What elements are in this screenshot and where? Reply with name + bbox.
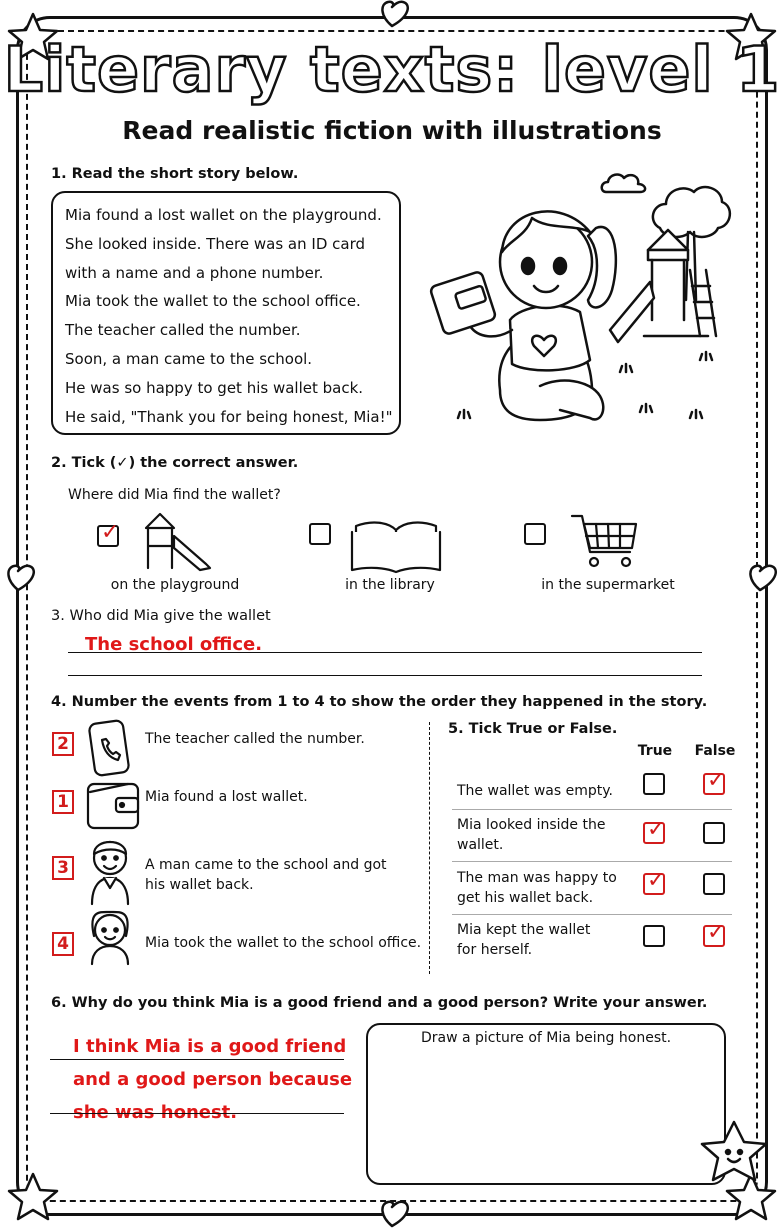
story-line: He was so happy to get his wallet back. <box>65 378 364 397</box>
event-text: his wallet back. <box>145 877 254 893</box>
event-number-box[interactable]: 1 <box>52 790 74 814</box>
false-checkbox[interactable]: ✓ <box>703 925 725 947</box>
q2-prompt: 2. Tick (✓) the correct answer. <box>51 455 299 471</box>
true-column-header: True <box>637 743 673 759</box>
true-checkbox[interactable]: ✓ <box>643 873 665 895</box>
story-line: with a name and a phone number. <box>65 263 324 282</box>
tf-statement: Mia kept the wallet <box>457 922 591 938</box>
tf-statement: The wallet was empty. <box>457 783 613 799</box>
false-checkbox[interactable]: ✓ <box>703 773 725 795</box>
story-line: The teacher called the number. <box>65 321 301 340</box>
tf-statement: The man was happy to <box>457 870 617 886</box>
tf-statement: wallet. <box>457 837 504 853</box>
story-line: Mia found a lost wallet on the playground. <box>65 206 382 224</box>
story-line: Soon, a man came to the school. <box>65 349 313 368</box>
q4-prompt: 4. Number the events from 1 to 4 to show the order they happened in the story. <box>51 694 708 710</box>
q1-prompt: 1. Read the short story below. <box>51 166 299 182</box>
story-line: He said, "Thank you for being honest, Mia!" <box>65 407 393 426</box>
event-number-box[interactable]: 4 <box>52 932 74 956</box>
story-line: Mia took the wallet to the school office. <box>65 292 361 311</box>
q3-answer[interactable]: The school office. <box>85 634 263 655</box>
q5-prompt: 5. Tick True or False. <box>448 721 618 737</box>
event-text: Mia found a lost wallet. <box>145 789 308 805</box>
event-number-box[interactable]: 3 <box>52 856 74 880</box>
q2-question: Where did Mia find the wallet? <box>68 487 281 503</box>
draw-prompt: Draw a picture of Mia being honest. <box>420 1030 672 1046</box>
story-line: She looked inside. There was an ID card <box>65 234 366 253</box>
false-column-header: False <box>694 743 736 759</box>
event-number-box[interactable]: 2 <box>52 732 74 756</box>
q3-prompt: 3. Who did Mia give the wallet <box>51 608 271 624</box>
checkbox-playground[interactable]: ✓ <box>97 525 119 547</box>
tf-statement: Mia looked inside the <box>457 817 606 833</box>
q6-answer-line[interactable]: and a good person because <box>73 1069 353 1090</box>
event-text: A man came to the school and got <box>145 857 387 873</box>
event-text: Mia took the wallet to the school office. <box>145 935 422 951</box>
page-title: Literary texts: level 1 <box>3 33 781 106</box>
tf-statement: for herself. <box>457 942 533 958</box>
option-label-playground: on the playground <box>110 577 240 593</box>
q6-prompt: 6. Why do you think Mia is a good friend and a good person? Write your answer. <box>51 995 708 1011</box>
true-checkbox[interactable]: ✓ <box>643 822 665 844</box>
option-label-supermarket: in the supermarket <box>541 577 675 593</box>
option-label-library: in the library <box>345 577 435 593</box>
tf-statement: get his wallet back. <box>457 890 594 906</box>
event-text: The teacher called the number. <box>145 731 365 747</box>
q6-answer-line[interactable]: I think Mia is a good friend <box>73 1036 347 1057</box>
page-subtitle: Read realistic fiction with illustrations <box>122 116 662 145</box>
q6-answer-line[interactable]: she was honest. <box>73 1102 238 1123</box>
